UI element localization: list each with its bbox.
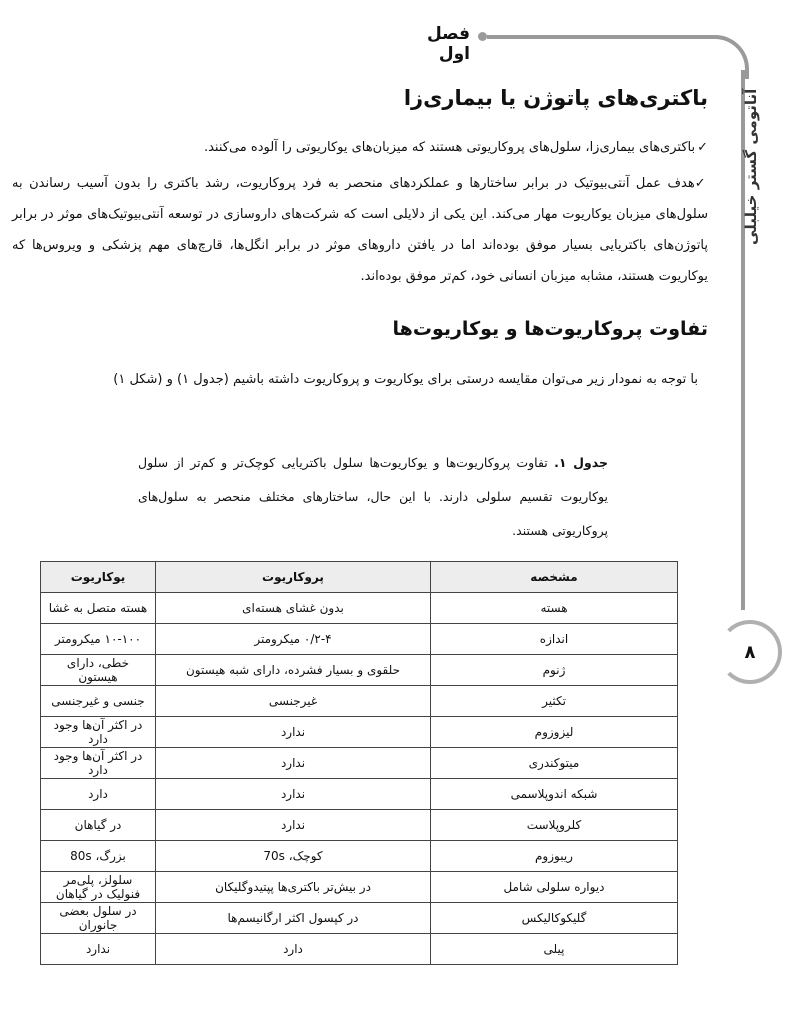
table-caption [138,446,608,548]
table-cell: شبکه اندوپلاسمی [431,779,678,810]
comparison-table [40,561,678,965]
table-row [41,624,678,655]
table-cell: در کپسول اکثر ارگانیسم‌ها [156,903,431,934]
table-row [41,779,678,810]
table-cell: کوچک، 70s [156,841,431,872]
table-cell: جنسی و غیرجنسی [41,686,156,717]
caption-text: تفاوت پروکاریوت‌ها و یوکاریوت‌ها سلول باکتریایی کوچک‌تر و کم‌تر از سلول یوکاریوت تقسیم سلولی دارند. با این حال، ساختارهای مختلف منحصر به سلول‌های پروکاریوتی هستند. [138,455,608,538]
table-cell: غیرجنسی [156,686,431,717]
bullet-pathogenic-bacteria [204,140,708,155]
table-cell: حلقوی و بسیار فشرده، دارای شبه هیستون [156,655,431,686]
table-cell: در اکثر آن‌ها وجود دارد [41,748,156,779]
check-icon: ✓ [694,176,708,191]
table-row [41,810,678,841]
check-icon: ✓ [697,140,708,155]
table-header-row [41,562,678,593]
table-cell: ۰/۲-۴ میکرومتر [156,624,431,655]
table-cell: ندارد [156,717,431,748]
table-intro-text: با توجه به نمودار زیر می‌توان مقایسه درستی برای یوکاریوت و پروکاریوت داشته باشیم (جدول ۱) و (شکل ۱) [113,372,698,387]
table-cell: در سلول بعضی جانوران [41,903,156,934]
paragraph-text: هدف عمل آنتی‌بیوتیک در برابر ساختارها و عملکردهای منحصر به فرد پروکاریوت، رشد باکتری را بدون آسیب رساندن به سلول‌های میزبان یوکاریوت مهار می‌کند. این یکی از دلایلی است که شرکت‌های داروسازی در توسعه آنتی‌بیوتیک‌های موثر در برابر پاتوژن‌های باکتریایی بسیار موفق بوده‌اند اما در یافتن داروهای موثر در برابر انگل‌ها، قارچ‌های مهم پزشکی و ویروس‌ها که یوکاریوت هستند، مشابه میزبان انسانی خود، کم‌تر موفق بوده‌اند. [12,176,708,284]
table-cell: ندارد [156,779,431,810]
table-cell: هسته [431,593,678,624]
table-row [41,717,678,748]
table-cell: گلیکوکالیکس [431,903,678,934]
bullet-text: باکتری‌های بیماری‌زا، سلول‌های پروکاریوتی هستند که میزبان‌های یوکاریوتی را آلوده می‌کنند. [203,140,696,155]
table-row [41,655,678,686]
table-cell: میتوکندری [431,748,678,779]
column-header-eukaryote: یوکاریوت [41,562,156,593]
table-cell: ریبوزوم [431,841,678,872]
column-header-feature: مشخصه [431,562,678,593]
table-cell: کلروپلاست [431,810,678,841]
table-cell: هسته متصل به غشا [41,593,156,624]
page-number: ۸ [718,620,782,684]
table-cell: سلولز، پلی‌مر فنولیک در گیاهان [41,872,156,903]
table-row [41,934,678,965]
table-cell: ۱۰-۱۰۰ میکرومتر [41,624,156,655]
column-header-prokaryote: پروکاریوت [156,562,431,593]
table-row [41,903,678,934]
table-row [41,872,678,903]
section-heading-prokaryote-vs-eukaryote: تفاوت پروکاریوت‌ها و یوکاریوت‌ها [392,318,708,340]
section-heading-pathogenic-bacteria: باکتری‌های پاتوژن یا بیماری‌زا [403,86,708,110]
table-cell: خطی، دارای هیستون [41,655,156,686]
table-cell: پیلی [431,934,678,965]
caption-label: جدول ۱. [554,455,608,470]
header-rule [487,35,709,39]
table-cell: ژنوم [431,655,678,686]
table-cell: در گیاهان [41,810,156,841]
table-cell: دارد [41,779,156,810]
table-cell: لیزوزوم [431,717,678,748]
bullet-antibiotic-paragraph [12,168,708,292]
table-cell: ندارد [41,934,156,965]
table-row [41,686,678,717]
header-dot [478,32,487,41]
table-cell: در بیش‌تر باکتری‌ها پپتیدوگلیکان [156,872,431,903]
table-cell: اندازه [431,624,678,655]
table-row [41,841,678,872]
table-cell: بدون غشای هسته‌ای [156,593,431,624]
table-cell: در اکثر آن‌ها وجود دارد [41,717,156,748]
chapter-title: فصل اول [426,24,470,64]
table-row [41,748,678,779]
table-cell: ندارد [156,810,431,841]
side-book-title: آناتومی گستر خیلبلی [742,88,760,246]
table-cell: بزرگ، 80s [41,841,156,872]
table-cell: تکثیر [431,686,678,717]
table-cell: دارد [156,934,431,965]
table-cell: ندارد [156,748,431,779]
table-cell: دیواره سلولی شامل [431,872,678,903]
table-row [41,593,678,624]
